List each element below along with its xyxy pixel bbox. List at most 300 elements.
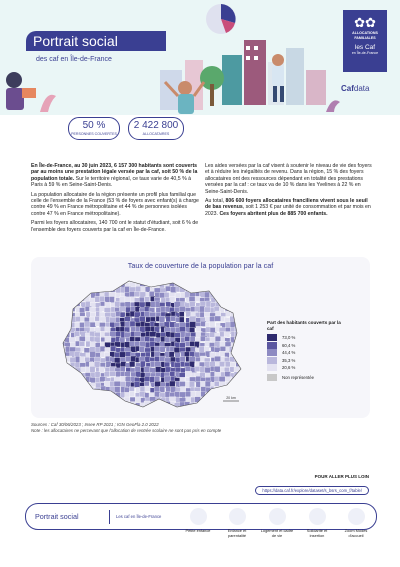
map-cell xyxy=(70,382,76,388)
map-cell xyxy=(246,311,251,316)
map-cell xyxy=(84,401,90,407)
logo-line2: les Caf xyxy=(354,44,376,51)
map-cell xyxy=(60,393,65,399)
cafdata-rest: data xyxy=(353,84,370,93)
map-cell xyxy=(175,277,180,283)
map-cell xyxy=(120,273,126,279)
map-cell xyxy=(216,397,222,403)
map-cell xyxy=(225,387,231,393)
legend-label: Non représentée xyxy=(282,375,315,381)
map-cell xyxy=(59,351,64,356)
map-cell xyxy=(110,402,117,408)
map-cell xyxy=(114,358,120,364)
map-cell xyxy=(59,362,64,368)
map-cell xyxy=(170,406,176,411)
map-cell xyxy=(85,393,91,398)
map-cell xyxy=(186,273,192,277)
nav-solidarite[interactable] xyxy=(300,508,334,538)
map-cell xyxy=(239,273,244,277)
map-cell xyxy=(225,301,230,306)
map-cell xyxy=(245,327,251,334)
map-cell xyxy=(166,273,173,279)
legend-swatch xyxy=(267,374,277,381)
map-cell xyxy=(154,376,159,381)
map-cell xyxy=(241,397,246,403)
map-cell xyxy=(215,316,221,321)
map-cell xyxy=(55,353,62,360)
map-cell xyxy=(55,313,61,319)
map-cell xyxy=(240,313,246,319)
map-cell xyxy=(51,273,55,277)
map-cell xyxy=(75,291,80,297)
map-cell xyxy=(239,302,245,308)
map-cell xyxy=(124,327,129,332)
map-cell xyxy=(235,392,241,398)
map-cell xyxy=(229,277,235,283)
map-cell xyxy=(215,283,222,289)
map-cell xyxy=(94,273,99,278)
map-title: Taux de couverture de la population par la caf xyxy=(127,261,274,270)
map-cell xyxy=(219,362,224,367)
map-cell xyxy=(239,307,246,314)
map-cell xyxy=(56,293,62,300)
map-cell xyxy=(180,287,185,292)
map-cell xyxy=(246,362,251,367)
map-cell xyxy=(160,346,165,352)
map-cell xyxy=(170,277,176,282)
map-cell xyxy=(219,288,225,294)
map-cell xyxy=(61,287,66,293)
map-cell xyxy=(56,401,62,407)
map-cell xyxy=(155,367,161,373)
legend-label: 35,3 % xyxy=(282,357,296,363)
nav-label: Enfance et parentalité xyxy=(227,528,247,538)
map-cell xyxy=(66,296,72,302)
legend-item xyxy=(267,334,347,341)
map-cell xyxy=(75,277,81,283)
map-cell xyxy=(245,298,250,304)
map-cell xyxy=(150,361,155,367)
map-cell xyxy=(139,346,144,352)
map-cell xyxy=(76,376,81,383)
map-cell xyxy=(60,327,67,332)
map-cell xyxy=(69,307,75,312)
map-cell xyxy=(119,307,126,312)
map-cell xyxy=(69,281,76,286)
map-cell xyxy=(201,273,206,278)
map-cell xyxy=(71,273,78,280)
map-cell xyxy=(80,287,86,294)
map-cell xyxy=(51,277,56,282)
legend-title: Part des habitants couverts par la caf xyxy=(267,320,341,331)
map-cell xyxy=(170,273,176,279)
map-cell xyxy=(110,283,115,288)
map-cell xyxy=(230,402,237,409)
map-cell xyxy=(110,346,116,351)
map-cell xyxy=(129,362,135,367)
nav-enfance-parentalite[interactable] xyxy=(220,508,254,538)
map-cell xyxy=(151,273,158,277)
map-cell xyxy=(96,401,102,407)
map-cell xyxy=(51,308,56,313)
kpi-value: 50 % xyxy=(82,120,106,131)
map-cell xyxy=(70,392,77,399)
map-cell xyxy=(246,318,251,324)
kpi-value: 2 422 800 xyxy=(133,120,179,131)
map-cell xyxy=(214,408,219,413)
map-cell xyxy=(214,278,220,283)
map-cell xyxy=(114,273,120,278)
map-cell xyxy=(60,387,66,392)
map-cell xyxy=(105,406,111,413)
map-cell xyxy=(205,282,210,289)
text-column-left xyxy=(31,163,199,236)
map-cell xyxy=(51,392,55,399)
map-cell xyxy=(64,287,70,294)
map-cell xyxy=(51,301,54,306)
map-cell xyxy=(90,273,95,279)
map-cell xyxy=(219,402,226,408)
map-cell xyxy=(80,378,85,384)
map-cell xyxy=(136,407,142,413)
map-cell xyxy=(235,276,241,282)
map-cell xyxy=(175,333,180,338)
map-cell xyxy=(56,357,62,363)
map-cell xyxy=(51,347,56,353)
map-cell xyxy=(245,306,250,312)
map-cell xyxy=(70,373,76,378)
map-cell xyxy=(75,382,81,388)
map-cell xyxy=(179,312,184,317)
map-cell xyxy=(196,283,202,289)
map-cell xyxy=(209,392,214,398)
map-cell xyxy=(141,273,147,278)
map-cell xyxy=(60,402,65,407)
map-cell xyxy=(61,291,67,296)
nav-zoom-accueil[interactable] xyxy=(339,508,373,538)
map-cell xyxy=(55,348,60,353)
map-cell xyxy=(71,298,78,305)
map-cell xyxy=(246,283,251,290)
map-cell xyxy=(55,307,62,314)
map-cell xyxy=(90,283,96,288)
map-cell xyxy=(65,367,70,372)
map-cell xyxy=(235,332,240,338)
map-cell xyxy=(235,297,241,303)
map-cell xyxy=(231,378,237,384)
map-cell xyxy=(245,396,251,403)
map-cell xyxy=(225,372,231,377)
text: Sur le territoire régional, ce taux varie de 40,5 % à Paris à 59 % en Seine-Saint-Denis. xyxy=(31,175,192,189)
map-cell xyxy=(106,273,112,279)
map-cell xyxy=(144,367,150,373)
map-cell xyxy=(75,273,80,277)
baby-icon xyxy=(190,508,207,525)
map-cell xyxy=(244,338,251,345)
map-cell xyxy=(55,316,62,322)
map-cell xyxy=(55,278,61,283)
map-cell xyxy=(51,297,56,303)
map-cell xyxy=(180,407,187,412)
map-cell xyxy=(201,408,207,413)
map-cell xyxy=(245,401,250,407)
map-cell xyxy=(100,391,106,398)
map-cell xyxy=(61,282,67,288)
cafdata-logo xyxy=(341,84,369,93)
map-cell xyxy=(121,401,126,407)
map-cell xyxy=(230,273,237,279)
map-cell xyxy=(116,403,123,409)
map-cell xyxy=(51,326,55,333)
map-cell xyxy=(69,322,76,327)
map-cell xyxy=(189,316,196,322)
map-cell xyxy=(80,408,85,413)
footer-divider xyxy=(109,510,110,524)
map-cell xyxy=(70,376,75,383)
map-cell xyxy=(75,398,80,403)
map-cell xyxy=(129,391,134,397)
map-cell xyxy=(61,397,68,402)
map-cell xyxy=(245,352,251,359)
map-cell xyxy=(211,282,216,287)
map-cell xyxy=(66,377,71,382)
map-cell xyxy=(51,317,55,323)
map-cell xyxy=(210,273,215,279)
map-cell xyxy=(51,362,58,367)
map-cell xyxy=(65,307,72,313)
map-cell xyxy=(236,307,241,312)
map-cell xyxy=(216,297,222,302)
dataset-link[interactable]: https://data.caf.fr/explore/dataset/s_bsrs_com_f/table/ xyxy=(255,486,369,495)
map-cell xyxy=(60,378,65,384)
map-cell xyxy=(51,357,56,362)
page-title: Portrait social xyxy=(26,31,166,51)
map-cell xyxy=(214,402,220,408)
map-cell xyxy=(245,393,251,398)
magnifier-icon xyxy=(348,508,365,525)
map-cell xyxy=(64,393,71,399)
map-cell xyxy=(115,332,120,337)
footer-subtitle: Les caf en Île-de-France xyxy=(116,514,162,519)
map-cell xyxy=(64,398,70,404)
map-cell xyxy=(235,382,241,388)
map-cell xyxy=(111,407,118,413)
map-cell xyxy=(160,403,166,409)
map-cell xyxy=(221,277,226,283)
map-cell xyxy=(86,286,91,293)
map-cell xyxy=(195,273,201,278)
map-cell xyxy=(60,358,66,364)
map-cell xyxy=(244,366,251,372)
map-cell xyxy=(79,382,84,388)
map-cell xyxy=(219,292,224,298)
map-cell xyxy=(240,372,245,378)
map-cell xyxy=(225,282,232,288)
map-cell xyxy=(230,303,235,310)
map-cell xyxy=(144,273,151,278)
map-cell xyxy=(235,288,241,293)
map-cell xyxy=(214,356,220,362)
map-cell xyxy=(154,346,160,352)
legend-swatch xyxy=(267,364,277,371)
map-cell xyxy=(80,273,85,279)
map-cell xyxy=(215,292,220,298)
map-cell xyxy=(141,278,147,285)
map-cell xyxy=(189,276,195,283)
sources-note xyxy=(31,422,221,433)
map-cell xyxy=(175,273,181,279)
map-cell xyxy=(61,346,66,351)
caf-logo xyxy=(343,10,387,72)
map-cell xyxy=(235,403,241,408)
map-cell xyxy=(201,397,206,404)
legend-label: 20,6 % xyxy=(282,365,296,371)
map-cell xyxy=(95,396,100,401)
map-cell xyxy=(181,277,187,283)
map-cell xyxy=(101,398,107,404)
map-cell xyxy=(81,277,87,283)
map-cell xyxy=(176,407,182,413)
map-cell xyxy=(220,297,226,303)
map-cell xyxy=(240,378,245,383)
map-cell xyxy=(90,406,95,411)
map-cell xyxy=(95,393,101,399)
map-cell xyxy=(61,277,67,284)
map-cell xyxy=(80,402,87,407)
map-cell xyxy=(246,292,251,299)
map-cell xyxy=(200,276,206,281)
map-cell xyxy=(114,381,121,386)
map-cell xyxy=(51,397,57,403)
map-cell xyxy=(60,302,66,308)
map-cell xyxy=(219,273,225,279)
map-cell xyxy=(211,407,217,413)
map-cell xyxy=(169,352,174,358)
map-cell xyxy=(244,383,250,388)
nav-petite-enfance[interactable] xyxy=(181,508,215,534)
map-cell xyxy=(201,282,208,289)
text: Au total, xyxy=(205,198,226,205)
map-cell xyxy=(59,312,66,319)
text-column-right xyxy=(205,163,373,220)
map-cell xyxy=(55,338,61,343)
map-cell xyxy=(239,362,246,367)
map-cell xyxy=(140,406,146,413)
map-cell xyxy=(106,283,111,289)
map-cell xyxy=(186,283,191,289)
map-cell xyxy=(240,281,245,286)
map-cell xyxy=(245,301,250,308)
kpi-covered-people xyxy=(68,117,120,140)
map-cell xyxy=(244,287,249,292)
map-cell xyxy=(55,397,62,403)
map-cell xyxy=(149,277,154,282)
map-cell xyxy=(105,342,112,347)
map-cell xyxy=(119,277,125,283)
map-cell xyxy=(205,278,210,283)
sources-line: Sources : Caf 30/06/2023 ; Insee RP 2021 ; IGN GeoFla 2.0 2022 xyxy=(31,422,159,427)
map-cell xyxy=(159,408,165,413)
map-cell xyxy=(60,273,66,277)
map-cell xyxy=(85,282,91,287)
map-cell xyxy=(54,388,60,394)
map-cell xyxy=(51,381,56,388)
map-cell xyxy=(190,341,195,346)
map-cell xyxy=(211,277,217,283)
map-cell xyxy=(70,387,76,393)
nav-label: Logement et cadre de vie xyxy=(260,528,294,538)
map-cell xyxy=(235,376,241,382)
map-cell xyxy=(241,347,247,354)
map-cell xyxy=(240,326,246,332)
map-cell xyxy=(51,321,57,326)
map-cell xyxy=(66,273,71,278)
map-cell xyxy=(204,307,211,313)
map-cell xyxy=(234,312,239,317)
map-cell xyxy=(190,407,197,413)
family-icon xyxy=(229,508,246,525)
kpi-label: ALLOCATAIRES xyxy=(142,132,170,136)
map-cell xyxy=(80,281,85,288)
map-cell xyxy=(196,406,202,412)
map-cell xyxy=(240,276,245,282)
handshake-icon xyxy=(309,508,326,525)
nav-logement[interactable] xyxy=(260,508,294,538)
paragraph: Parmi les foyers allocataires, 140 700 ont le statut d'étudiant, soit 6 % de l'ensemble des foyers couverts par la caf en Île-de-France. xyxy=(31,220,199,233)
legend-label: 44,4 % xyxy=(282,350,296,356)
map-cell xyxy=(230,286,235,292)
map-cell xyxy=(54,343,59,350)
map-cell xyxy=(245,376,250,383)
map-cell xyxy=(109,273,115,278)
map-cell xyxy=(66,382,72,388)
map-cell xyxy=(241,352,247,359)
map-cell xyxy=(74,403,80,409)
map-cell xyxy=(235,341,242,348)
map-cell xyxy=(151,408,157,413)
map-cell xyxy=(94,388,100,394)
map-cell xyxy=(65,322,71,329)
map-cell xyxy=(180,381,186,386)
map-cell xyxy=(135,292,140,297)
map-cell xyxy=(239,341,245,346)
map-cell xyxy=(235,273,242,278)
map-cell xyxy=(121,381,126,386)
map-cell xyxy=(190,301,195,307)
map-cell xyxy=(61,332,67,337)
logo-line3: en Île-de-France xyxy=(351,51,379,55)
choropleth-map xyxy=(51,273,251,413)
map-cell xyxy=(246,386,251,391)
logo-mark: ✿✿ xyxy=(354,15,376,30)
map-cell xyxy=(224,273,231,278)
map-cell xyxy=(109,397,115,403)
map-cell xyxy=(244,357,251,364)
map-cell xyxy=(126,403,132,410)
map-cell xyxy=(241,332,247,339)
map-cell xyxy=(246,276,251,281)
map-cell xyxy=(51,377,56,383)
map-cell xyxy=(65,276,70,282)
bold-text: 806 600 foyers allocataires franciliens vivent sous le seuil de bas revenus xyxy=(205,198,368,211)
map-cell xyxy=(61,307,68,314)
legend-item xyxy=(267,364,347,371)
map-cell xyxy=(240,316,246,323)
map-cell xyxy=(60,372,65,378)
map-cell xyxy=(75,373,82,379)
map-cell xyxy=(94,407,100,413)
map-cell xyxy=(90,347,96,352)
